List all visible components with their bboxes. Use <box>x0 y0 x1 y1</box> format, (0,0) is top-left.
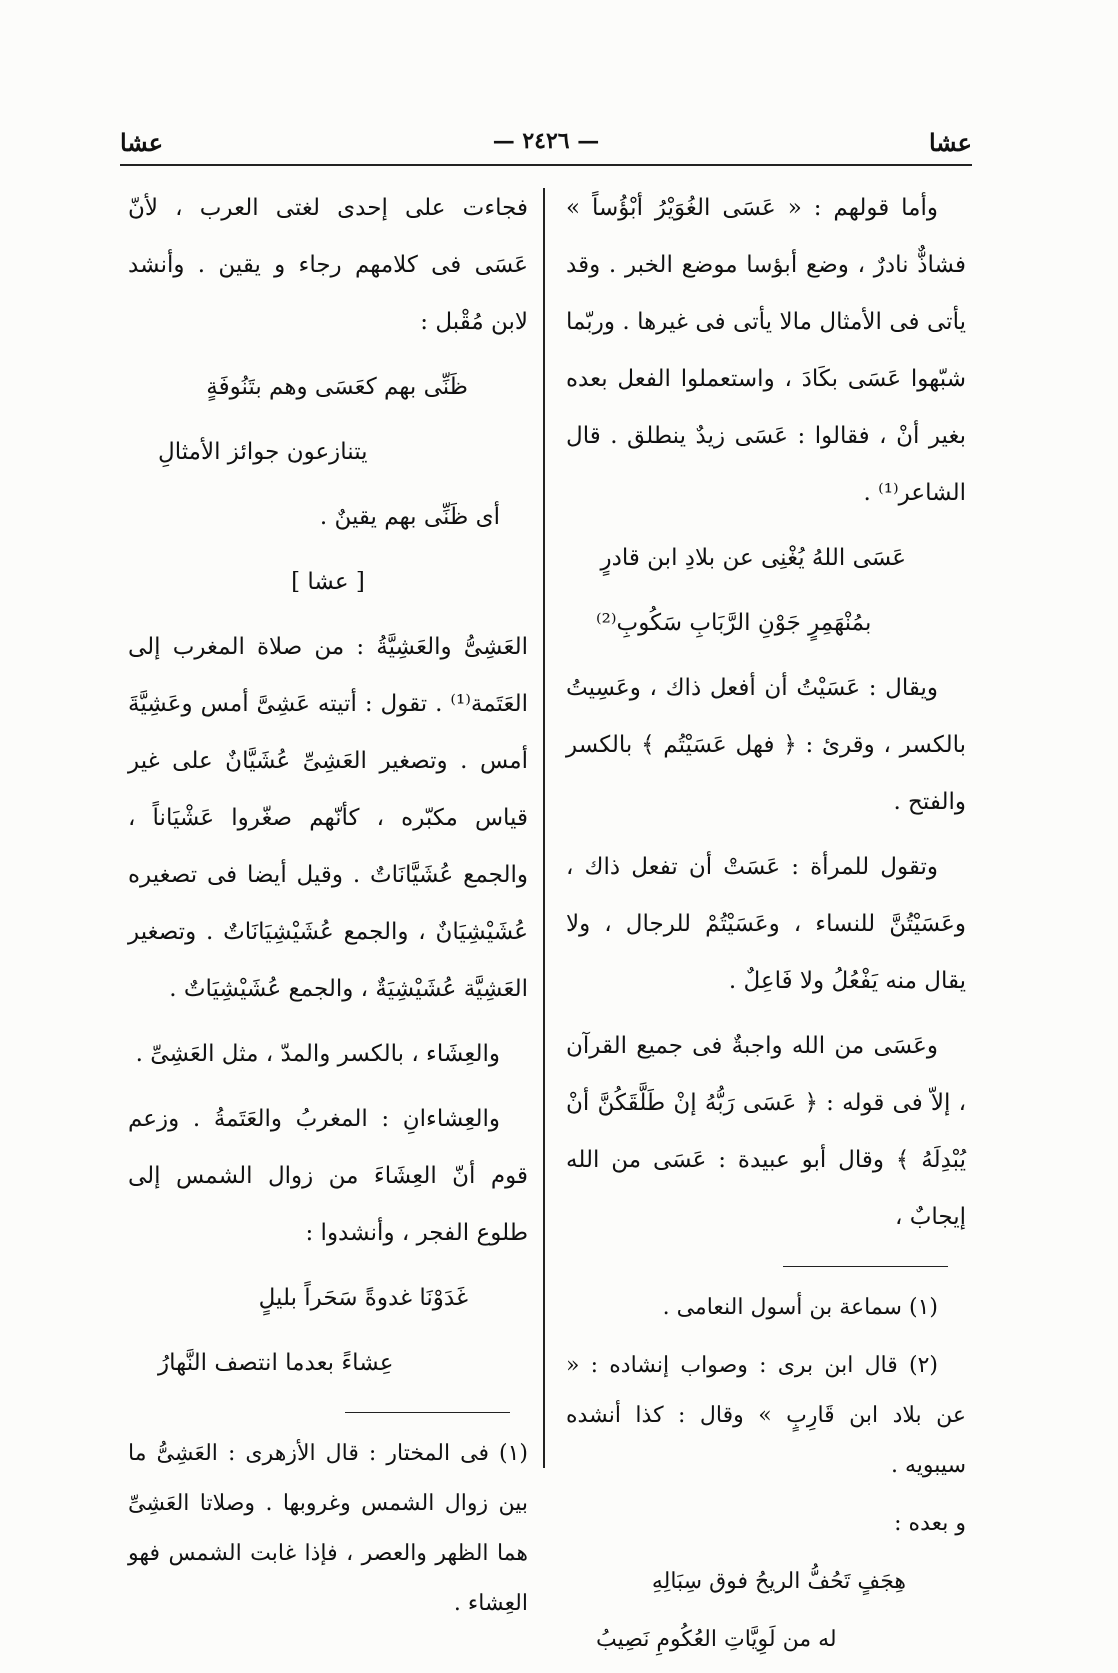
entry-heading: [ عشا ] <box>291 569 365 595</box>
verse-line: ظَنِّى بهم كعَسَى وهم بتَنُوفَةٍ <box>206 374 468 400</box>
verse-line: يتنازعون جوائز الأمثالِ <box>158 439 368 465</box>
verse-line: هِجَفٍ تَحُفُّ الريحُ فوق سِبَالِهِ <box>651 1569 906 1594</box>
paragraph: والعِشاءانِ : المغربُ والعَتَمةُ . وزعم قوم أنّ العِشَاءَ من زوال الشمس إلى طلوع الفجر ، وأنشدوا : <box>128 1106 528 1246</box>
paragraph: وعَسَى من الله واجبةٌ فى جميع القرآن ، إلاّ فى قوله : ﴿ عَسَى رَبُّهُ إنْ طَلَّقَكُنَّ أنْ يُبْدِلَهُ ﴾ وقال أبو عبيدة : عَسَى من الله إيجابٌ ، <box>566 1033 966 1230</box>
paragraph: والعِشَاء ، بالكسر والمدّ ، مثل العَشِىِّ . <box>135 1041 500 1067</box>
paragraph: ويقال : عَسَيْتُ أن أفعل ذاك ، وعَسِيتُ بالكسر ، وقرئ : ﴿ فهل عَسَيْتُم ﴾ بالكسر والفتح . <box>566 675 966 815</box>
footnote: (١) فى المختار : قال الأزهرى : العَشِىُّ ما بين زوال الشمس وغروبها . وصلاتا العَشِىِّ هما الظهر والعصر ، فإذا غابت الشمس فهو العِشاء . <box>128 1441 528 1616</box>
footnote: (٢) قال ابن برى : وصواب إنشاده : « عن بلاد ابن قَارِبٍ » وقال : كذا أنشده سيبويه . <box>566 1353 966 1478</box>
paragraph: العَشِىُّ والعَشِيَّةُ : من صلاة المغرب إلى العَتَمة⁽¹⁾ . تقول : أتيته عَشِىَّ أمس وعَشِيَّةَ أمس . وتصغير العَشِىِّ عُشَيَّانٌ على غير قياس مكبّره ، كأنّهم صغّروا عَشْيَاناً ، والجمع عُشَيَّانَاتٌ . وقيل أيضا فى تصغيره عُشَيْشِيَانٌ ، والجمع عُشَيْشِيَانَاتٌ . وتصغير العَشِيَّة عُشَيْشِيَةٌ ، والجمع عُشَيْشِيَاتٌ . <box>128 634 528 1002</box>
verse-line: غَدَوْنَا غدوةً سَحَراً بليلٍ <box>258 1285 468 1311</box>
page-header <box>120 128 972 164</box>
footnote: (١) سماعة بن أسول النعامى . <box>662 1295 938 1320</box>
footnote-rule <box>783 1266 948 1267</box>
running-headword-right: عشا <box>928 128 972 157</box>
page-number: — ٢٤٢٦ — <box>492 128 600 154</box>
paragraph: أى ظَنِّى بهم يقينٌ . <box>319 504 500 530</box>
verse-line: له من لَوِيَّاتِ العُكُومِ نَصِيبُ <box>596 1627 837 1652</box>
verse-line: عِشاءً بعدما انتصف النَّهارُ <box>158 1350 394 1376</box>
right-column <box>566 180 966 1673</box>
paragraph: وتقول للمرأة : عَسَتْ أن تفعل ذاك ، وعَسَيْتُنَّ للنساء ، وعَسَيْتُمْ للرجال ، ولا يقال منه يَفْعُلُ ولا فَاعِلٌ . <box>566 854 966 994</box>
paragraph: فجاءت على إحدى لغتى العرب ، لأنّ عَسَى فى كلامهم رجاء و يقين . وأنشد لابن مُقْبل : <box>128 195 528 335</box>
header-rule <box>120 164 972 166</box>
verse-line: عَسَى اللهُ يُغْنِى عن بلادِ ابن قادرٍ <box>600 545 906 571</box>
paragraph: وأما قولهم : « عَسَى الغُوَيْرُ أبْؤُساً » فشاذٌّ نادرٌ ، وضع أبؤسا موضع الخبر . وقد يأتى فى الأمثال مالا يأتى فى غيرها . وربّما شبّهوا عَسَى بكَادَ ، واستعملوا الفعل بعده بغير أنْ ، فقالوا : عَسَى زيدٌ ينطلق . قال الشاعر⁽¹⁾ . <box>566 195 966 506</box>
footnote: و بعده : <box>894 1511 966 1536</box>
left-column <box>128 180 528 1637</box>
column-divider <box>543 188 545 1468</box>
verse-line: بمُنْهَمِرٍ جَوْنِ الرَّبَابِ سَكُوبِ⁽²⁾ <box>596 610 872 636</box>
footnote-rule <box>345 1412 510 1413</box>
running-headword-left: عشا <box>120 128 164 157</box>
